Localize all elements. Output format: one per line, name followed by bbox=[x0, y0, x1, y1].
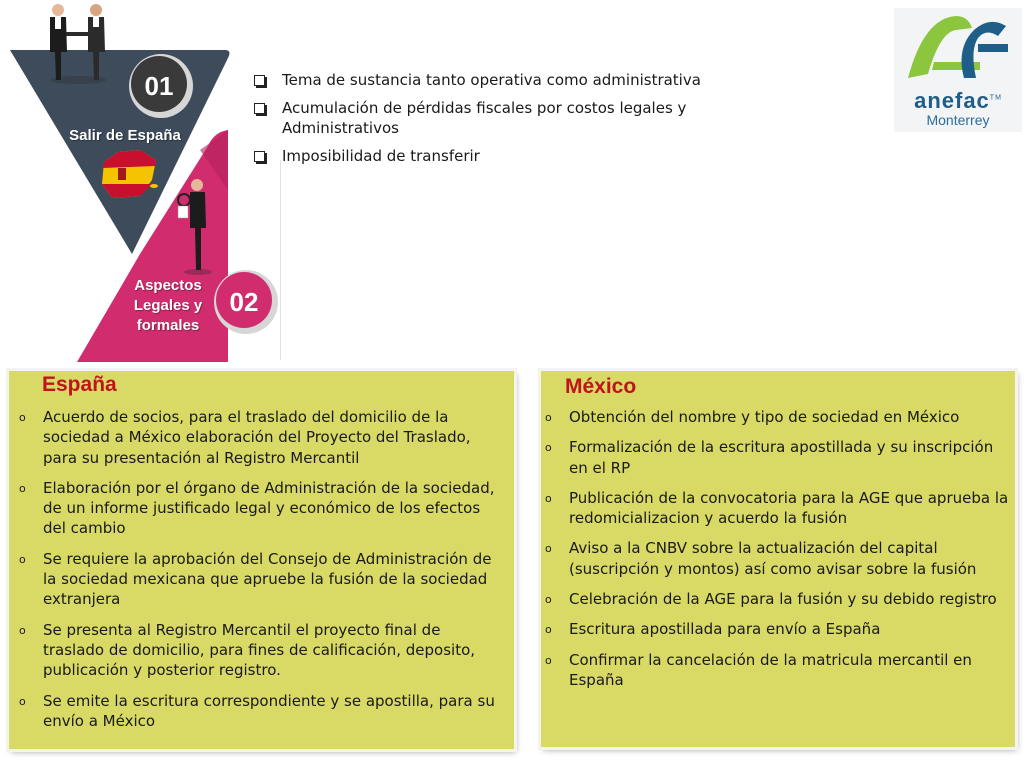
list-item bbox=[19, 407, 503, 468]
list-item bbox=[545, 619, 1013, 639]
espana-panel bbox=[9, 371, 514, 749]
step-2-circle bbox=[214, 270, 278, 334]
anefac-logo bbox=[894, 8, 1022, 132]
circle-bullet-icon: o bbox=[19, 552, 26, 566]
logo-mark-icon bbox=[894, 8, 1022, 88]
checkbox-bullet-icon bbox=[254, 103, 265, 114]
list-item-text: Formalización de la escritura apostillada y su inscripción en el RP bbox=[569, 438, 994, 477]
step-2-number: 02 bbox=[229, 287, 259, 317]
list-item bbox=[545, 488, 1013, 529]
top-bullet-list bbox=[252, 70, 772, 174]
checkbox-bullet-icon bbox=[254, 151, 265, 162]
list-item bbox=[19, 478, 503, 539]
list-item bbox=[19, 549, 503, 610]
circle-bullet-icon: o bbox=[545, 441, 552, 455]
circle-bullet-icon: o bbox=[19, 481, 26, 495]
list-item-text: Se requiere la aprobación del Consejo de Administración de la sociedad mexicana que apruebe la fusión de la sociedad extranjera bbox=[43, 549, 492, 609]
step-1-number: 01 bbox=[144, 71, 174, 101]
list-item-text: Acuerdo de socios, para el traslado del domicilio de la sociedad a México elaboración del Proyecto del Traslado, para su presentación al Registro Mercantil bbox=[43, 408, 471, 467]
step-2-label: Aspectos Legales y formales bbox=[133, 277, 203, 334]
circle-bullet-icon: o bbox=[545, 491, 552, 505]
list-item bbox=[545, 407, 1013, 427]
logo-tm: TM bbox=[989, 94, 1002, 102]
top-bullet-text: Tema de sustancia tanto operativa como administrativa bbox=[282, 71, 701, 89]
top-bullet-text: Acumulación de pérdidas fiscales por costos legales y Administrativos bbox=[282, 99, 687, 137]
top-bullet-item bbox=[252, 70, 772, 90]
top-bullet-item bbox=[252, 98, 772, 138]
circle-bullet-icon: o bbox=[19, 623, 26, 637]
list-item-text: Publicación de la convocatoria para la AGE que aprueba la redomicializacion y acuerdo la fusión bbox=[569, 488, 1009, 528]
circle-bullet-icon: o bbox=[545, 411, 552, 424]
step-1-label: Salir de España bbox=[69, 127, 181, 144]
list-item bbox=[545, 437, 1013, 478]
logo-word: anefac bbox=[914, 88, 990, 113]
espana-list bbox=[19, 407, 503, 741]
list-item bbox=[19, 691, 503, 732]
list-item-text: Confirmar la cancelación de la matricula mercantil en España bbox=[569, 650, 972, 689]
mexico-panel bbox=[541, 371, 1015, 747]
circle-bullet-icon: o bbox=[19, 694, 26, 708]
list-item-text: Celebración de la AGE para la fusión y su debido registro bbox=[569, 590, 997, 609]
list-item-text: Obtención del nombre y tipo de sociedad en México bbox=[569, 408, 960, 426]
espana-title: España bbox=[42, 373, 117, 396]
circle-bullet-icon: o bbox=[545, 593, 552, 607]
list-item-text: Escritura apostillada para envío a España bbox=[569, 620, 881, 639]
list-item bbox=[545, 538, 1013, 579]
list-item-text: Aviso a la CNBV sobre la actualización del capital (suscripción y montos) así como avisar sobre la fusión bbox=[569, 539, 977, 578]
mexico-list bbox=[545, 407, 1013, 700]
top-bullet-text: Imposibilidad de transferir bbox=[282, 147, 480, 165]
mexico-title: México bbox=[565, 375, 637, 398]
list-item-text: Se emite la escritura correspondiente y se apostilla, para su envío a México bbox=[43, 691, 495, 730]
step-1-circle bbox=[129, 54, 193, 118]
list-item bbox=[545, 589, 1013, 609]
circle-bullet-icon: o bbox=[545, 542, 552, 556]
logo-city: Monterrey bbox=[926, 112, 990, 128]
list-item bbox=[19, 620, 503, 681]
circle-bullet-icon: o bbox=[545, 623, 552, 637]
top-bullet-item bbox=[252, 146, 772, 166]
circle-bullet-icon: o bbox=[19, 411, 26, 424]
checkbox-bullet-icon bbox=[254, 75, 265, 86]
list-item-text: Elaboración por el órgano de Administración de la sociedad, de un informe justificado legal y económico de los efectos del cambio bbox=[43, 478, 495, 538]
list-item bbox=[545, 650, 1013, 691]
circle-bullet-icon: o bbox=[545, 653, 552, 667]
divider-line bbox=[280, 160, 281, 360]
list-item-text: Se presenta al Registro Mercantil el proyecto final de traslado de domicilio, para fines de calificación, deposito, publicación y posterior registro. bbox=[43, 620, 476, 680]
